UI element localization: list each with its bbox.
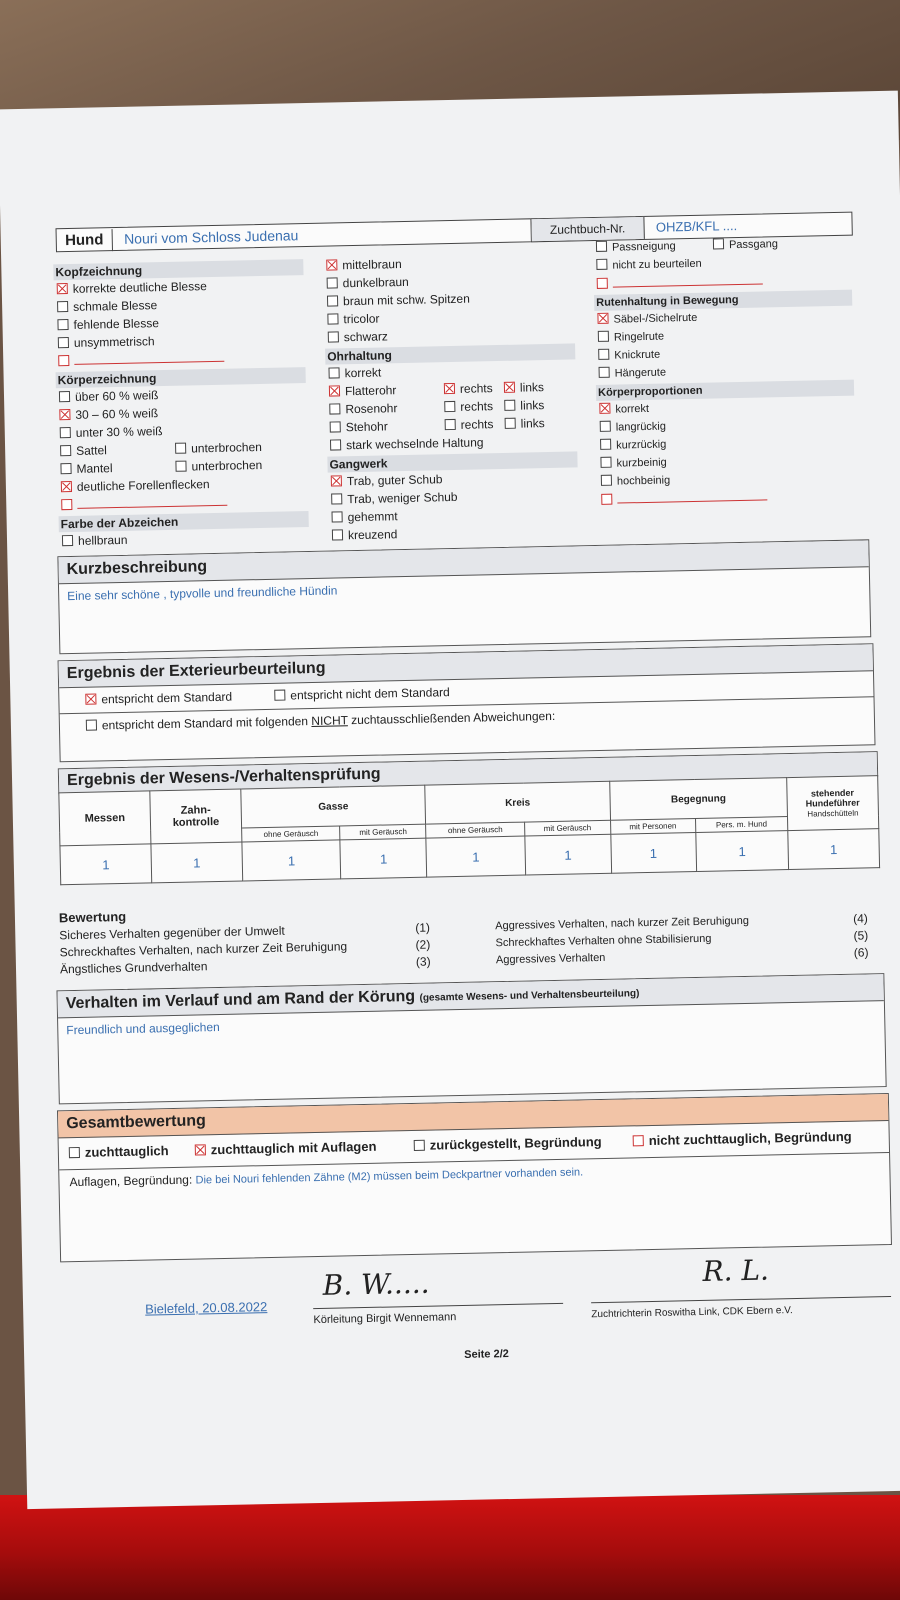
zuchtbuch-label: Zuchtbuch-Nr. [531, 217, 644, 241]
zuchtbuch-value: OHZB/KFL .... [655, 217, 738, 235]
gesamt-opt3: zurückgestellt, Begründung [414, 1134, 602, 1153]
checkbox-checked[interactable] [331, 475, 342, 486]
checkbox[interactable] [596, 241, 607, 252]
verlauf-title: Verhalten im Verlauf und am Rand der Körung (gesamte Wesens- und Verhaltensbeurteilung) [57, 974, 883, 1018]
rute-item-1: Säbel-/Sichelrute [597, 311, 697, 328]
col3-blank-1 [597, 273, 763, 291]
value-zahn: 1 [151, 842, 243, 883]
kreis-mit: mit Geräusch [524, 820, 610, 836]
checkbox[interactable] [57, 301, 68, 312]
signature-line-right [591, 1296, 891, 1303]
bewertung-right-2-num: (5) [853, 928, 869, 943]
checkbox[interactable] [329, 403, 340, 414]
checkbox[interactable] [445, 419, 456, 430]
zuchtbuch-box [530, 212, 852, 243]
checkbox[interactable] [713, 238, 724, 249]
checkbox[interactable] [86, 720, 97, 731]
bewertung-left-3: Ängstliches Grundverhalten [59, 959, 208, 977]
begegnung-header: Begegnung [609, 778, 787, 821]
checkbox[interactable] [601, 494, 612, 505]
checkbox[interactable] [327, 295, 338, 306]
rute-item-4: Hängerute [599, 366, 667, 382]
kopf-item-3: fehlende Blesse [57, 316, 159, 333]
rosenohr-links: links [504, 398, 544, 414]
verlauf-subtitle: (gesamte Wesens- und Verhaltensbeurteilung) [419, 988, 640, 1004]
stehohr-rechts: rechts [445, 417, 494, 433]
prop-item-5: hochbeinig [601, 473, 671, 489]
sattel-item: Sattel [60, 443, 107, 459]
value-stehender: 1 [788, 829, 880, 870]
nicht-beurteilen-item: nicht zu beurteilen [596, 257, 702, 274]
checkbox[interactable] [59, 391, 70, 402]
exterieur-section [58, 643, 876, 762]
farbe-title: Farbe der Abzeichen [59, 511, 309, 532]
nicht-underlined: NICHT [311, 713, 348, 729]
gang-item-2: Trab, weniger Schub [331, 490, 458, 508]
kurzbeschreibung-section [57, 539, 871, 654]
hund-box [56, 218, 538, 252]
exterieur-opt2: entspricht nicht dem Standard [274, 685, 450, 704]
farbe-item-4: tricolor [327, 312, 379, 328]
wesen-title: Ergebnis der Wesens-/Verhaltensprüfung [59, 752, 877, 793]
value-begegnung-personen: 1 [611, 832, 697, 873]
gasse-ohne: ohne Geräusch [242, 826, 341, 842]
checkbox[interactable] [57, 319, 68, 330]
checkbox[interactable] [60, 463, 71, 474]
checkbox[interactable] [598, 349, 609, 360]
koerper-item-2: 30 – 60 % weiß [59, 406, 158, 423]
kopf-item-1: korrekte deutliche Blesse [57, 279, 207, 297]
exterieur-title: Ergebnis der Exterieurbeurteilung [59, 644, 873, 688]
gesamt-opt2: zuchttauglich mit Auflagen [195, 1139, 377, 1158]
signature-line-left [313, 1303, 563, 1309]
checkbox[interactable] [327, 277, 338, 288]
checkbox[interactable] [596, 259, 607, 270]
kopf-item-4: unsymmetrisch [58, 334, 155, 351]
farbe-item-2: dunkelbraun [327, 275, 409, 292]
gang-item-1: Trab, guter Schub [331, 472, 443, 489]
bewertung-right-2: Schreckhaftes Verhalten ohne Stabilisierung [495, 932, 712, 950]
auflagen-text: Die bei Nouri fehlenden Zähne (M2) müssen beim Deckpartner vorhanden sein. [195, 1166, 584, 1187]
place-date: Bielefeld, 20.08.2022 [145, 1299, 268, 1317]
verlauf-text: Freundlich und ausgeglichen [66, 1020, 220, 1038]
value-messen: 1 [60, 844, 152, 885]
ohr-wechselnd: stark wechselnde Haltung [330, 435, 484, 453]
checkbox[interactable] [331, 511, 342, 522]
proportionen-title: Körperproportionen [596, 380, 854, 401]
kurzbeschreibung-text: Eine sehr schöne , typvolle und freundliche Hündin [67, 583, 338, 604]
koerper-item-3: unter 30 % weiß [60, 424, 163, 441]
value-gasse-mit: 1 [340, 838, 427, 879]
checkbox[interactable] [601, 475, 612, 486]
checkbox[interactable] [330, 421, 341, 432]
checkbox[interactable] [599, 367, 610, 378]
mantel-item: Mantel [60, 461, 112, 477]
checkbox[interactable] [62, 535, 73, 546]
gesamt-section [57, 1093, 892, 1262]
hund-label: Hund [57, 229, 113, 252]
koerper-item-1: über 60 % weiß [59, 388, 159, 405]
koerper-item-blank [61, 495, 227, 513]
koerperzeichnung-title: Körperzeichnung [56, 367, 306, 388]
checkbox-checked[interactable] [329, 385, 340, 396]
kreis-ohne: ohne Geräusch [426, 822, 525, 838]
bewertung-right-1-num: (4) [852, 911, 868, 926]
gasse-mit: mit Geräusch [340, 824, 426, 840]
kreis-header: Kreis [425, 781, 610, 824]
farbe-item-1: mittelbraun [326, 257, 402, 274]
rosenohr-rechts: rechts [444, 399, 493, 415]
farbe-item-3: braun mit schw. Spitzen [327, 292, 470, 310]
checkbox[interactable] [58, 355, 69, 366]
page-number: Seite 2/2 [464, 1348, 509, 1361]
zahn-header: Zahn- kontrolle [150, 789, 242, 844]
ohr-korrekt: korrekt [328, 365, 381, 381]
gang-item-3: gehemmt [331, 509, 397, 525]
sattel-unterbrochen: unterbrochen [175, 440, 262, 457]
kopf-item-blank [58, 351, 224, 369]
checkbox-checked[interactable] [504, 382, 515, 393]
passneigung-item: Passneigung [596, 239, 676, 256]
hellbraun-item: hellbraun [62, 533, 128, 549]
ohrhaltung-title: Ohrhaltung [325, 343, 575, 364]
ohr-flatterohr: Flatterohr [329, 383, 397, 399]
kurzbeschreibung-title: Kurzbeschreibung [58, 540, 868, 584]
bewertung-left-1: Sicheres Verhalten gegenüber der Umwelt [59, 923, 285, 943]
value-kreis-ohne: 1 [426, 836, 525, 877]
checkbox[interactable] [600, 421, 611, 432]
checkbox[interactable] [504, 400, 515, 411]
koerleitung-label: Körleitung Birgit Wennemann [313, 1311, 457, 1327]
checkbox[interactable] [175, 461, 186, 472]
bewertung-left-3-num: (3) [415, 954, 431, 969]
bewertung-left-2: Schreckhaftes Verhalten, nach kurzer Zeit Beruhigung [59, 939, 348, 960]
wesen-table [58, 775, 880, 885]
checkbox[interactable] [60, 445, 71, 456]
value-kreis-mit: 1 [525, 834, 612, 875]
checkbox-checked[interactable] [599, 403, 610, 414]
checkbox-checked[interactable] [195, 1144, 206, 1155]
checkbox[interactable] [414, 1140, 425, 1151]
checkbox[interactable] [505, 418, 516, 429]
kopf-item-2: schmale Blesse [57, 298, 157, 315]
checkbox[interactable] [60, 427, 71, 438]
auflagen-label: Auflagen, Begründung: [69, 1172, 193, 1190]
value-begegnung-hund: 1 [696, 831, 789, 872]
checkbox[interactable] [330, 439, 341, 450]
gesamt-opt4: nicht zuchttauglich, Begründung [633, 1129, 852, 1149]
ohr-rosenohr: Rosenohr [329, 401, 397, 417]
bewertung-right-3: Aggressives Verhalten [495, 951, 606, 967]
checkbox[interactable] [61, 499, 72, 510]
bewertung-right-1: Aggressives Verhalten, nach kurzer Zeit Beruhigung [495, 914, 750, 933]
zuchtrichterin-label: Zuchtrichterin Roswitha Link, CDK Ebern e.V. [591, 1305, 793, 1321]
messen-header: Messen [59, 791, 151, 846]
checkbox[interactable] [69, 1147, 80, 1158]
prop-item-2: langrückig [600, 420, 666, 436]
ohr-stehohr: Stehohr [330, 419, 388, 435]
gasse-header: Gasse [241, 785, 426, 828]
checkbox[interactable] [600, 439, 611, 450]
value-gasse-ohne: 1 [242, 840, 341, 881]
checkbox[interactable] [332, 529, 343, 540]
checkbox-checked[interactable] [597, 313, 608, 324]
stehohr-links: links [505, 416, 545, 432]
bewertung-left-2-num: (2) [415, 937, 431, 952]
checkbox[interactable] [175, 443, 186, 454]
forellen-item: deutliche Forellenflecken [61, 477, 210, 495]
bewertung-title: Bewertung [58, 908, 127, 926]
verlauf-section [56, 973, 886, 1104]
stehender-header: stehender Hundeführer Handschütteln [787, 776, 879, 831]
rute-item-3: Knickrute [598, 348, 660, 364]
checkbox-checked[interactable] [61, 481, 72, 492]
checkbox-checked[interactable] [59, 409, 70, 420]
signature-link: R. L. [702, 1253, 770, 1288]
rutenhaltung-title: Rutenhaltung in Bewegung [594, 290, 852, 311]
mantel-unterbrochen: unterbrochen [175, 458, 262, 475]
begegnung-personen: mit Personen [610, 818, 695, 834]
gesamt-opt1: zuchttauglich [69, 1143, 169, 1160]
checkbox[interactable] [58, 337, 69, 348]
signature-wennemann: B. W..... [322, 1266, 430, 1302]
exterieur-opt1: entspricht dem Standard [85, 690, 232, 708]
gesamt-title: Gesamtbewertung [58, 1094, 888, 1138]
hund-name: Nouri vom Schloss Judenau [123, 227, 299, 247]
checkbox[interactable] [597, 278, 608, 289]
checkbox-checked[interactable] [326, 259, 337, 270]
gang-item-4: kreuzend [332, 527, 398, 543]
prop-item-4: kurzbeinig [600, 456, 666, 472]
checkbox[interactable] [444, 401, 455, 412]
checkbox-checked[interactable] [85, 694, 96, 705]
farbe-item-5: schwarz [328, 329, 388, 345]
col3-blank-2 [601, 489, 767, 507]
checkbox[interactable] [331, 493, 342, 504]
form-sheet [0, 91, 900, 1510]
checkbox[interactable] [327, 313, 338, 324]
prop-item-3: kurzrückig [600, 438, 666, 454]
rute-item-2: Ringelrute [598, 330, 664, 346]
bewertung-right-3-num: (6) [853, 945, 869, 960]
flatterohr-rechts: rechts [444, 381, 493, 397]
begegnung-hund: Pers. m. Hund [695, 817, 787, 833]
bewertung-left-1-num: (1) [415, 920, 431, 935]
exterieur-opt3: entspricht dem Standard mit folgenden NICHT zuchtausschließenden Abweichungen: [86, 709, 556, 734]
red-folder [0, 1495, 900, 1600]
checkbox-checked[interactable] [57, 283, 68, 294]
flatterohr-links: links [504, 380, 544, 396]
prop-item-1: korrekt [599, 402, 649, 418]
checkbox[interactable] [328, 331, 339, 342]
checkbox-checked[interactable] [444, 383, 455, 394]
checkbox[interactable] [328, 367, 339, 378]
kopfzeichnung-title: Kopfzeichnung [53, 259, 303, 280]
passgang-item: Passgang [713, 237, 778, 253]
gangwerk-title: Gangwerk [327, 451, 577, 472]
checkbox[interactable] [274, 690, 285, 701]
checkbox[interactable] [598, 331, 609, 342]
checkbox[interactable] [600, 457, 611, 468]
checkbox[interactable] [633, 1135, 644, 1146]
